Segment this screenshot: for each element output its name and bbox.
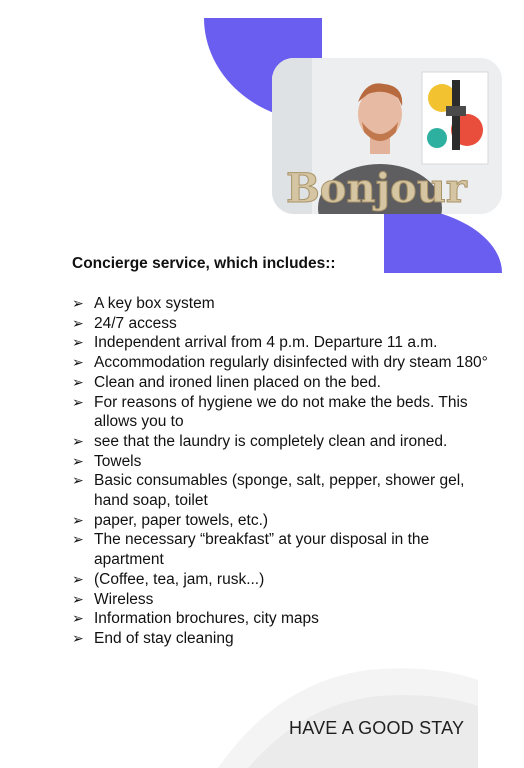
arrowhead-bullet-icon: ➢ [72,314,84,331]
service-item-text: Information brochures, city maps [94,610,319,628]
arrowhead-bullet-icon: ➢ [72,629,84,646]
service-item [72,452,492,472]
service-item [72,294,492,314]
service-item [72,333,492,353]
service-item [72,373,492,393]
service-item [72,590,492,610]
bonjour-sign-text: Bonjour [286,165,467,212]
service-item [72,530,492,569]
concierge-heading: Concierge service, which includes:: [72,255,336,272]
arrowhead-bullet-icon: ➢ [72,393,84,410]
service-item [72,511,492,531]
good-stay-footer: HAVE A GOOD STAY [289,718,465,738]
service-item-text: Clean and ironed linen placed on the bed. [94,373,381,391]
arrowhead-bullet-icon: ➢ [72,570,84,587]
arrowhead-bullet-icon: ➢ [72,354,84,371]
arrowhead-bullet-icon: ➢ [72,511,84,528]
service-item [72,393,492,432]
service-item-text: see that the laundry is completely clean and ironed. [94,432,448,450]
footer-wave-shape [218,662,478,768]
service-item-text: Accommodation regularly disinfected with dry steam 180° [94,354,488,372]
service-item-text: Wireless [94,590,154,608]
arrowhead-bullet-icon: ➢ [72,295,84,311]
service-item [72,471,492,510]
service-item [72,432,492,452]
service-item [72,314,492,334]
bonjour-photo [272,58,502,214]
service-item-text: 24/7 access [94,314,177,332]
service-item-text: The necessary “breakfast” at your disposal in the apartment [94,531,430,569]
service-item-text: For reasons of hygiene we do not make the beds. This allows you to [94,393,468,431]
arrowhead-bullet-icon: ➢ [72,610,84,627]
arrowhead-bullet-icon: ➢ [72,452,84,469]
purple-corner-shape-bottom [384,205,502,273]
arrowhead-bullet-icon: ➢ [72,334,84,351]
service-item-text: A key box system [94,295,215,312]
arrowhead-bullet-icon: ➢ [72,531,84,548]
arrowhead-bullet-icon: ➢ [72,432,84,449]
service-item-text: Towels [94,452,142,470]
services-list [72,294,492,649]
person-holding-bonjour-sign-photo [272,58,502,214]
service-item [72,570,492,590]
service-item-text: paper, paper towels, etc.) [94,511,269,529]
service-item-text: Basic consumables (sponge, salt, pepper, shower gel, hand soap, toilet [94,472,465,510]
arrowhead-bullet-icon: ➢ [72,590,84,607]
service-item-text: (Coffee, tea, jam, rusk...) [94,570,265,588]
service-item [72,609,492,629]
service-item [72,353,492,373]
arrowhead-bullet-icon: ➢ [72,373,84,390]
service-item-text: Independent arrival from 4 p.m. Departure 11 a.m. [94,334,438,352]
service-item [72,629,492,649]
arrowhead-bullet-icon: ➢ [72,472,84,489]
service-item-text: End of stay cleaning [94,629,234,647]
